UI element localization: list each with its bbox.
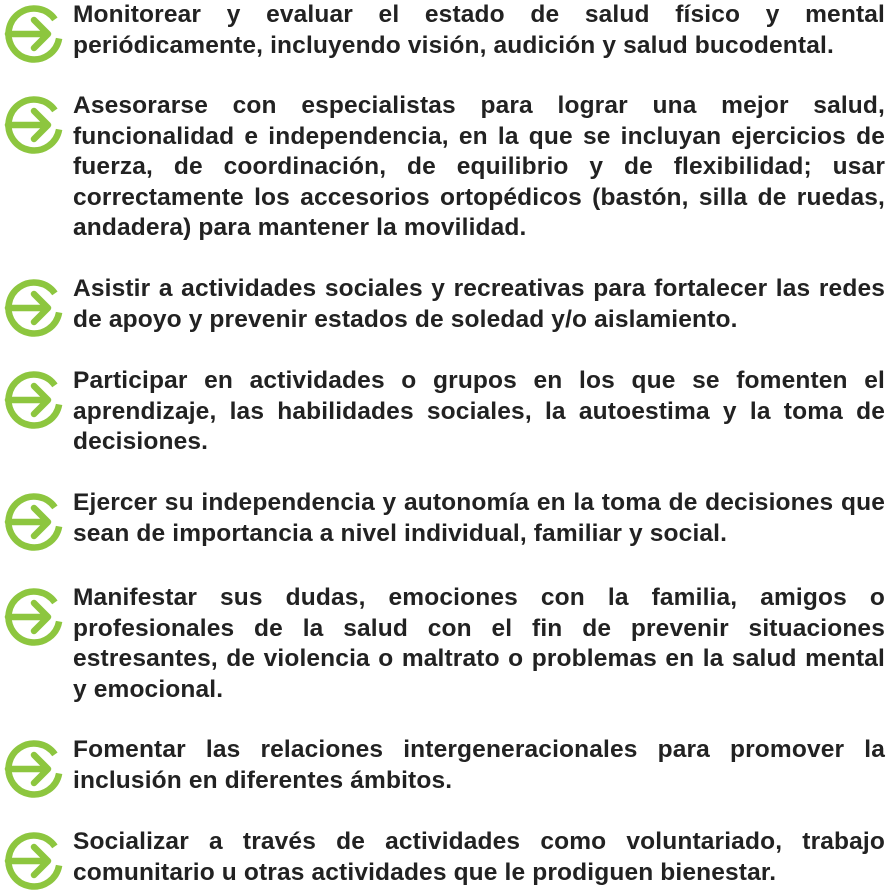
arrow-circle-right-icon [4, 278, 64, 338]
item-text: Monitorear y evaluar el estado de salud físico y mental periódicamente, incluyendo visión, audición y salud bucodental. [73, 1, 885, 59]
arrow-circle-right-icon [4, 370, 64, 430]
arrow-circle-right-icon [4, 492, 64, 552]
item-text: Manifestar sus dudas, emociones con la familia, amigos o profesionales de la salud con el fin de prevenir situaciones estresantes, de violencia o maltrato o problemas en la salud mental y emocional. [73, 584, 885, 703]
item-text: Participar en actividades o grupos en los que se fomenten el aprendizaje, las habilidades sociales, la autoestima y la toma de decisiones. [73, 367, 885, 456]
item-text: Fomentar las relaciones intergeneracionales para promover la inclusión en diferentes ámbitos. [73, 736, 885, 794]
item-text: Asesorarse con especialistas para lograr una mejor salud, funcionalidad e independencia, en la que se incluyan ejercicios de fuerza, de coordinación, de equilibrio y de flexibilidad; usar correctamente los accesorios ortopédicos (bastón, silla de ruedas, andadera) para mantener la movilidad. [73, 92, 885, 242]
arrow-circle-right-icon [4, 4, 64, 64]
item-text: Ejercer su independencia y autonomía en la toma de decisiones que sean de importancia a nivel individual, familiar y social. [73, 489, 885, 547]
arrow-circle-right-icon [4, 739, 64, 799]
item-text: Socializar a través de actividades como voluntariado, trabajo comunitario u otras actividades que le prodiguen bienestar. [73, 828, 885, 886]
arrow-circle-right-icon [4, 831, 64, 891]
arrow-circle-right-icon [4, 95, 64, 155]
arrow-circle-right-icon [4, 587, 64, 647]
item-text: Asistir a actividades sociales y recreativas para fortalecer las redes de apoyo y prevenir estados de soledad y/o aislamiento. [73, 275, 885, 333]
